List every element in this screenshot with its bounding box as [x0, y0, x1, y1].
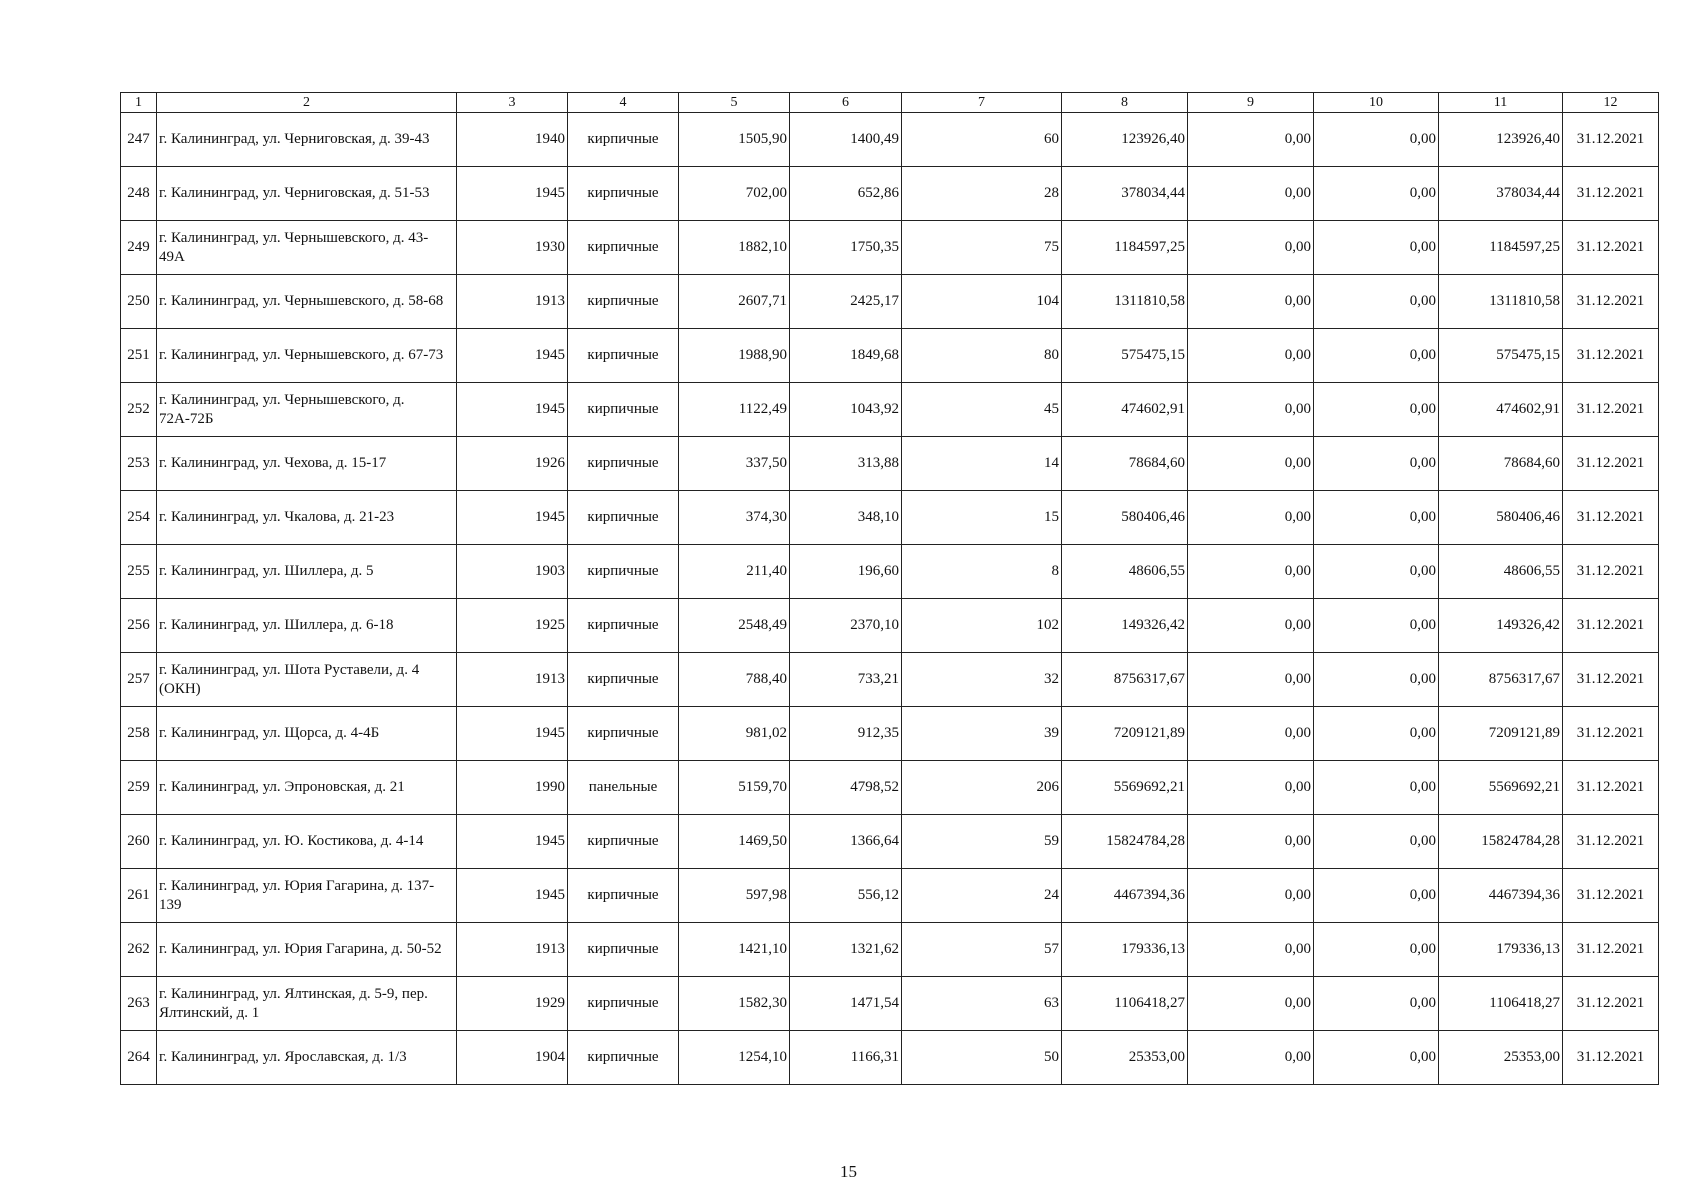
completion-date-cell: 31.12.2021 [1563, 977, 1659, 1031]
cost-total-cell: 48606,55 [1062, 545, 1188, 599]
row-number-cell: 257 [121, 653, 157, 707]
living-area-cell: 1400,49 [790, 113, 902, 167]
row-number-cell: 250 [121, 275, 157, 329]
completion-date-cell: 31.12.2021 [1563, 491, 1659, 545]
living-area-cell: 2425,17 [790, 275, 902, 329]
total-area-cell: 337,50 [679, 437, 790, 491]
living-area-cell: 1750,35 [790, 221, 902, 275]
cost-remaining-cell: 5569692,21 [1439, 761, 1563, 815]
cost-other-cell: 0,00 [1314, 653, 1439, 707]
table-row [121, 113, 1659, 167]
completion-date-cell: 31.12.2021 [1563, 869, 1659, 923]
residents-count-cell: 24 [902, 869, 1062, 923]
residents-count-cell: 15 [902, 491, 1062, 545]
row-number-cell: 251 [121, 329, 157, 383]
cost-remaining-cell: 15824784,28 [1439, 815, 1563, 869]
cost-total-cell: 575475,15 [1062, 329, 1188, 383]
year-built-cell: 1903 [457, 545, 568, 599]
living-area-cell: 1043,92 [790, 383, 902, 437]
cost-fund-cell: 0,00 [1188, 923, 1314, 977]
table-row [121, 1031, 1659, 1085]
cost-total-cell: 7209121,89 [1062, 707, 1188, 761]
table-row [121, 221, 1659, 275]
living-area-cell: 196,60 [790, 545, 902, 599]
cost-fund-cell: 0,00 [1188, 761, 1314, 815]
living-area-cell: 1366,64 [790, 815, 902, 869]
cost-fund-cell: 0,00 [1188, 653, 1314, 707]
cost-other-cell: 0,00 [1314, 1031, 1439, 1085]
address-cell: г. Калининград, ул. Ялтинская, д. 5-9, пер. Ялтинский, д. 1 [157, 977, 457, 1031]
table-row [121, 491, 1659, 545]
total-area-cell: 5159,70 [679, 761, 790, 815]
residents-count-cell: 45 [902, 383, 1062, 437]
total-area-cell: 374,30 [679, 491, 790, 545]
total-area-cell: 2548,49 [679, 599, 790, 653]
wall-material-cell: кирпичные [568, 653, 679, 707]
row-number-cell: 262 [121, 923, 157, 977]
table-row [121, 653, 1659, 707]
cost-fund-cell: 0,00 [1188, 1031, 1314, 1085]
column-header: 7 [902, 93, 1062, 113]
cost-remaining-cell: 149326,42 [1439, 599, 1563, 653]
year-built-cell: 1940 [457, 113, 568, 167]
completion-date-cell: 31.12.2021 [1563, 113, 1659, 167]
total-area-cell: 1582,30 [679, 977, 790, 1031]
cost-total-cell: 25353,00 [1062, 1031, 1188, 1085]
completion-date-cell: 31.12.2021 [1563, 275, 1659, 329]
address-cell: г. Калининград, ул. Чернышевского, д. 67-73 [157, 329, 457, 383]
column-header: 10 [1314, 93, 1439, 113]
column-header: 8 [1062, 93, 1188, 113]
address-cell: г. Калининград, ул. Шиллера, д. 5 [157, 545, 457, 599]
cost-remaining-cell: 8756317,67 [1439, 653, 1563, 707]
cost-remaining-cell: 7209121,89 [1439, 707, 1563, 761]
cost-fund-cell: 0,00 [1188, 113, 1314, 167]
cost-fund-cell: 0,00 [1188, 599, 1314, 653]
table-row [121, 383, 1659, 437]
wall-material-cell: кирпичные [568, 437, 679, 491]
year-built-cell: 1945 [457, 167, 568, 221]
wall-material-cell: кирпичные [568, 1031, 679, 1085]
year-built-cell: 1913 [457, 275, 568, 329]
column-header: 4 [568, 93, 679, 113]
address-cell: г. Калининград, ул. Юрия Гагарина, д. 137-139 [157, 869, 457, 923]
table-body [121, 113, 1659, 1085]
cost-total-cell: 580406,46 [1062, 491, 1188, 545]
wall-material-cell: кирпичные [568, 977, 679, 1031]
table-row [121, 977, 1659, 1031]
table-row [121, 329, 1659, 383]
living-area-cell: 556,12 [790, 869, 902, 923]
cost-other-cell: 0,00 [1314, 815, 1439, 869]
cost-other-cell: 0,00 [1314, 761, 1439, 815]
wall-material-cell: кирпичные [568, 113, 679, 167]
cost-fund-cell: 0,00 [1188, 977, 1314, 1031]
wall-material-cell: кирпичные [568, 167, 679, 221]
year-built-cell: 1925 [457, 599, 568, 653]
completion-date-cell: 31.12.2021 [1563, 383, 1659, 437]
row-number-cell: 247 [121, 113, 157, 167]
address-cell: г. Калининград, ул. Чкалова, д. 21-23 [157, 491, 457, 545]
cost-other-cell: 0,00 [1314, 113, 1439, 167]
cost-remaining-cell: 474602,91 [1439, 383, 1563, 437]
column-header: 5 [679, 93, 790, 113]
address-cell: г. Калининград, ул. Эпроновская, д. 21 [157, 761, 457, 815]
wall-material-cell: кирпичные [568, 221, 679, 275]
residents-count-cell: 50 [902, 1031, 1062, 1085]
cost-remaining-cell: 378034,44 [1439, 167, 1563, 221]
year-built-cell: 1945 [457, 869, 568, 923]
column-header: 2 [157, 93, 457, 113]
row-number-cell: 258 [121, 707, 157, 761]
cost-fund-cell: 0,00 [1188, 221, 1314, 275]
cost-other-cell: 0,00 [1314, 329, 1439, 383]
cost-total-cell: 15824784,28 [1062, 815, 1188, 869]
cost-fund-cell: 0,00 [1188, 167, 1314, 221]
living-area-cell: 912,35 [790, 707, 902, 761]
row-number-cell: 248 [121, 167, 157, 221]
living-area-cell: 1471,54 [790, 977, 902, 1031]
total-area-cell: 1254,10 [679, 1031, 790, 1085]
address-cell: г. Калининград, ул. Щорса, д. 4-4Б [157, 707, 457, 761]
cost-total-cell: 123926,40 [1062, 113, 1188, 167]
year-built-cell: 1929 [457, 977, 568, 1031]
row-number-cell: 249 [121, 221, 157, 275]
residents-count-cell: 39 [902, 707, 1062, 761]
cost-fund-cell: 0,00 [1188, 383, 1314, 437]
cost-total-cell: 5569692,21 [1062, 761, 1188, 815]
column-header: 6 [790, 93, 902, 113]
cost-remaining-cell: 4467394,36 [1439, 869, 1563, 923]
residents-count-cell: 59 [902, 815, 1062, 869]
table-row [121, 815, 1659, 869]
cost-remaining-cell: 575475,15 [1439, 329, 1563, 383]
cost-remaining-cell: 580406,46 [1439, 491, 1563, 545]
column-header: 1 [121, 93, 157, 113]
residents-count-cell: 60 [902, 113, 1062, 167]
cost-remaining-cell: 78684,60 [1439, 437, 1563, 491]
residents-count-cell: 80 [902, 329, 1062, 383]
cost-total-cell: 1106418,27 [1062, 977, 1188, 1031]
year-built-cell: 1945 [457, 383, 568, 437]
cost-remaining-cell: 25353,00 [1439, 1031, 1563, 1085]
cost-remaining-cell: 123926,40 [1439, 113, 1563, 167]
address-cell: г. Калининград, ул. Шиллера, д. 6-18 [157, 599, 457, 653]
row-number-cell: 255 [121, 545, 157, 599]
address-cell: г. Калининград, ул. Юрия Гагарина, д. 50-52 [157, 923, 457, 977]
year-built-cell: 1945 [457, 329, 568, 383]
living-area-cell: 4798,52 [790, 761, 902, 815]
housing-table [120, 92, 1659, 1085]
cost-fund-cell: 0,00 [1188, 329, 1314, 383]
table-row [121, 707, 1659, 761]
total-area-cell: 1882,10 [679, 221, 790, 275]
year-built-cell: 1904 [457, 1031, 568, 1085]
address-cell: г. Калининград, ул. Ю. Костикова, д. 4-14 [157, 815, 457, 869]
total-area-cell: 1988,90 [679, 329, 790, 383]
address-cell: г. Калининград, ул. Чернышевского, д. 72А-72Б [157, 383, 457, 437]
year-built-cell: 1990 [457, 761, 568, 815]
cost-other-cell: 0,00 [1314, 923, 1439, 977]
cost-fund-cell: 0,00 [1188, 491, 1314, 545]
wall-material-cell: кирпичные [568, 869, 679, 923]
cost-remaining-cell: 1311810,58 [1439, 275, 1563, 329]
total-area-cell: 788,40 [679, 653, 790, 707]
year-built-cell: 1945 [457, 491, 568, 545]
residents-count-cell: 75 [902, 221, 1062, 275]
row-number-cell: 252 [121, 383, 157, 437]
row-number-cell: 260 [121, 815, 157, 869]
cost-other-cell: 0,00 [1314, 275, 1439, 329]
cost-fund-cell: 0,00 [1188, 437, 1314, 491]
living-area-cell: 1849,68 [790, 329, 902, 383]
living-area-cell: 1166,31 [790, 1031, 902, 1085]
table-row [121, 599, 1659, 653]
living-area-cell: 2370,10 [790, 599, 902, 653]
residents-count-cell: 102 [902, 599, 1062, 653]
year-built-cell: 1913 [457, 653, 568, 707]
completion-date-cell: 31.12.2021 [1563, 437, 1659, 491]
table-row [121, 167, 1659, 221]
header-row [121, 93, 1659, 113]
completion-date-cell: 31.12.2021 [1563, 923, 1659, 977]
address-cell: г. Калининград, ул. Чернышевского, д. 58-68 [157, 275, 457, 329]
year-built-cell: 1930 [457, 221, 568, 275]
column-header: 9 [1188, 93, 1314, 113]
total-area-cell: 1505,90 [679, 113, 790, 167]
cost-other-cell: 0,00 [1314, 977, 1439, 1031]
total-area-cell: 1421,10 [679, 923, 790, 977]
address-cell: г. Калининград, ул. Ярославская, д. 1/3 [157, 1031, 457, 1085]
total-area-cell: 1469,50 [679, 815, 790, 869]
table-row [121, 869, 1659, 923]
cost-total-cell: 474602,91 [1062, 383, 1188, 437]
cost-other-cell: 0,00 [1314, 437, 1439, 491]
table-row [121, 923, 1659, 977]
residents-count-cell: 104 [902, 275, 1062, 329]
cost-remaining-cell: 179336,13 [1439, 923, 1563, 977]
wall-material-cell: кирпичные [568, 383, 679, 437]
completion-date-cell: 31.12.2021 [1563, 329, 1659, 383]
address-cell: г. Калининград, ул. Шота Руставели, д. 4 (ОКН) [157, 653, 457, 707]
completion-date-cell: 31.12.2021 [1563, 221, 1659, 275]
living-area-cell: 1321,62 [790, 923, 902, 977]
wall-material-cell: кирпичные [568, 599, 679, 653]
residents-count-cell: 57 [902, 923, 1062, 977]
column-header: 11 [1439, 93, 1563, 113]
living-area-cell: 652,86 [790, 167, 902, 221]
table-row [121, 275, 1659, 329]
cost-other-cell: 0,00 [1314, 221, 1439, 275]
cost-fund-cell: 0,00 [1188, 545, 1314, 599]
completion-date-cell: 31.12.2021 [1563, 599, 1659, 653]
total-area-cell: 2607,71 [679, 275, 790, 329]
row-number-cell: 259 [121, 761, 157, 815]
address-cell: г. Калининград, ул. Чернышевского, д. 43-49А [157, 221, 457, 275]
residents-count-cell: 32 [902, 653, 1062, 707]
total-area-cell: 981,02 [679, 707, 790, 761]
cost-other-cell: 0,00 [1314, 707, 1439, 761]
cost-total-cell: 149326,42 [1062, 599, 1188, 653]
cost-other-cell: 0,00 [1314, 383, 1439, 437]
total-area-cell: 597,98 [679, 869, 790, 923]
wall-material-cell: кирпичные [568, 545, 679, 599]
year-built-cell: 1913 [457, 923, 568, 977]
cost-remaining-cell: 48606,55 [1439, 545, 1563, 599]
row-number-cell: 256 [121, 599, 157, 653]
residents-count-cell: 63 [902, 977, 1062, 1031]
wall-material-cell: кирпичные [568, 923, 679, 977]
residents-count-cell: 8 [902, 545, 1062, 599]
address-cell: г. Калининград, ул. Черниговская, д. 51-53 [157, 167, 457, 221]
row-number-cell: 253 [121, 437, 157, 491]
page-number: 15 [840, 1162, 857, 1181]
cost-other-cell: 0,00 [1314, 167, 1439, 221]
year-built-cell: 1945 [457, 707, 568, 761]
cost-other-cell: 0,00 [1314, 599, 1439, 653]
wall-material-cell: кирпичные [568, 707, 679, 761]
wall-material-cell: кирпичные [568, 329, 679, 383]
cost-fund-cell: 0,00 [1188, 869, 1314, 923]
cost-fund-cell: 0,00 [1188, 707, 1314, 761]
living-area-cell: 733,21 [790, 653, 902, 707]
cost-other-cell: 0,00 [1314, 545, 1439, 599]
cost-other-cell: 0,00 [1314, 869, 1439, 923]
table-row [121, 437, 1659, 491]
cost-total-cell: 179336,13 [1062, 923, 1188, 977]
cost-total-cell: 4467394,36 [1062, 869, 1188, 923]
completion-date-cell: 31.12.2021 [1563, 653, 1659, 707]
residents-count-cell: 206 [902, 761, 1062, 815]
year-built-cell: 1926 [457, 437, 568, 491]
total-area-cell: 211,40 [679, 545, 790, 599]
cost-other-cell: 0,00 [1314, 491, 1439, 545]
wall-material-cell: кирпичные [568, 815, 679, 869]
column-header: 3 [457, 93, 568, 113]
column-header: 12 [1563, 93, 1659, 113]
completion-date-cell: 31.12.2021 [1563, 167, 1659, 221]
row-number-cell: 263 [121, 977, 157, 1031]
wall-material-cell: кирпичные [568, 491, 679, 545]
total-area-cell: 1122,49 [679, 383, 790, 437]
cost-total-cell: 8756317,67 [1062, 653, 1188, 707]
row-number-cell: 261 [121, 869, 157, 923]
living-area-cell: 313,88 [790, 437, 902, 491]
residents-count-cell: 28 [902, 167, 1062, 221]
living-area-cell: 348,10 [790, 491, 902, 545]
cost-remaining-cell: 1106418,27 [1439, 977, 1563, 1031]
completion-date-cell: 31.12.2021 [1563, 1031, 1659, 1085]
cost-total-cell: 1184597,25 [1062, 221, 1188, 275]
row-number-cell: 264 [121, 1031, 157, 1085]
year-built-cell: 1945 [457, 815, 568, 869]
cost-total-cell: 78684,60 [1062, 437, 1188, 491]
residents-count-cell: 14 [902, 437, 1062, 491]
wall-material-cell: кирпичные [568, 275, 679, 329]
cost-fund-cell: 0,00 [1188, 275, 1314, 329]
completion-date-cell: 31.12.2021 [1563, 815, 1659, 869]
table-row [121, 545, 1659, 599]
completion-date-cell: 31.12.2021 [1563, 761, 1659, 815]
cost-total-cell: 1311810,58 [1062, 275, 1188, 329]
completion-date-cell: 31.12.2021 [1563, 707, 1659, 761]
table-row [121, 761, 1659, 815]
wall-material-cell: панельные [568, 761, 679, 815]
cost-remaining-cell: 1184597,25 [1439, 221, 1563, 275]
cost-fund-cell: 0,00 [1188, 815, 1314, 869]
row-number-cell: 254 [121, 491, 157, 545]
address-cell: г. Калининград, ул. Черниговская, д. 39-43 [157, 113, 457, 167]
address-cell: г. Калининград, ул. Чехова, д. 15-17 [157, 437, 457, 491]
cost-total-cell: 378034,44 [1062, 167, 1188, 221]
completion-date-cell: 31.12.2021 [1563, 545, 1659, 599]
total-area-cell: 702,00 [679, 167, 790, 221]
